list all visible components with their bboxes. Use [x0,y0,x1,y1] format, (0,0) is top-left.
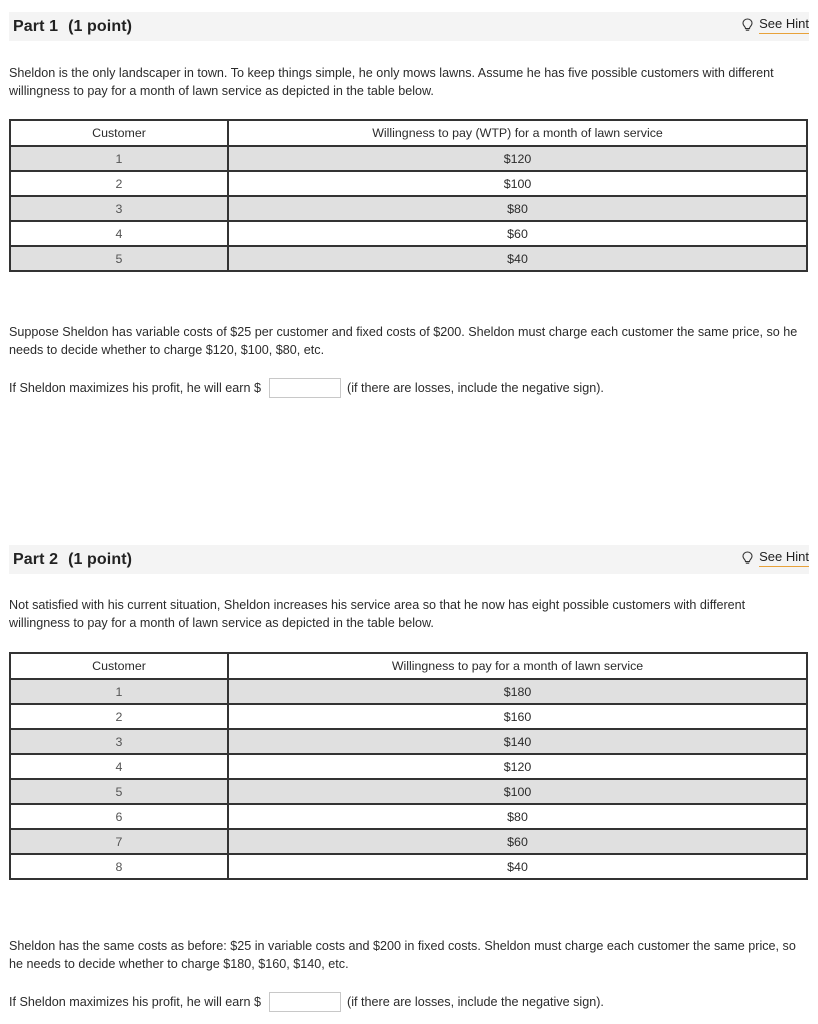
customer-cell: 2 [10,704,228,729]
customer-cell: 4 [10,221,228,246]
customer-column-header: Customer [10,653,228,679]
customer-cell: 4 [10,754,228,779]
wtp-cell: $80 [228,804,807,829]
part1-title: Part 1 (1 point) [13,18,133,35]
wtp-column-header: Willingness to pay (WTP) for a month of lawn service [228,120,807,146]
table-row [10,704,807,729]
customer-cell: 3 [10,196,228,221]
table-row [10,804,807,829]
wtp-cell: $60 [228,829,807,854]
question-prefix: If Sheldon maximizes his profit, he will earn $ [9,995,261,1009]
customer-cell: 2 [10,171,228,196]
table-row [10,146,807,171]
lightbulb-icon [742,18,753,32]
table-row [10,829,807,854]
table-row [10,779,807,804]
customer-cell: 1 [10,146,228,171]
table-row [10,196,807,221]
question-suffix: (if there are losses, include the negative sign). [347,381,604,395]
part2-question [9,990,809,1014]
wtp-cell: $40 [228,854,807,879]
table-row [10,679,807,704]
table-row [10,221,807,246]
wtp-column-header: Willingness to pay for a month of lawn service [228,653,807,679]
table-row [10,171,807,196]
part1-intro: Sheldon is the only landscaper in town. To keep things simple, he only mows lawns. Assume he has five possible customers with different willingness to pay for a month of lawn service as depicted in the table below. [9,66,774,98]
customer-cell: 6 [10,804,228,829]
table-row [10,729,807,754]
table-row [10,754,807,779]
customer-cell: 8 [10,854,228,879]
part1-wtp-table [9,119,808,272]
part1-see-hint-button[interactable]: See Hint [742,16,809,34]
part1-costs-text: Suppose Sheldon has variable costs of $25 per customer and fixed costs of $200. Sheldon must charge each customer the same price, so he needs to decide whether to charge $120, $100, $80, etc. [9,325,798,357]
wtp-cell: $160 [228,704,807,729]
wtp-cell: $180 [228,679,807,704]
table-header-row [10,653,807,679]
wtp-cell: $100 [228,171,807,196]
part2-profit-input[interactable] [269,992,341,1012]
table-row [10,854,807,879]
question-prefix: If Sheldon maximizes his profit, he will earn $ [9,381,261,395]
wtp-cell: $120 [228,754,807,779]
customer-cell: 5 [10,779,228,804]
wtp-cell: $120 [228,146,807,171]
table-row [10,246,807,271]
part2-wtp-table [9,652,808,880]
part2-title: Part 2 (1 point) [13,551,133,568]
wtp-cell: $80 [228,196,807,221]
part2-costs-text: Sheldon has the same costs as before: $25 in variable costs and $200 in fixed costs. Sheldon must charge each customer the same price, so he needs to decide whether to charge $180, $160, $140, etc. [9,939,796,971]
customer-cell: 1 [10,679,228,704]
wtp-cell: $100 [228,779,807,804]
part1-question [9,376,809,400]
lightbulb-icon [742,551,753,565]
part2-see-hint-button[interactable]: See Hint [742,549,809,567]
wtp-cell: $40 [228,246,807,271]
part2-header [9,545,809,574]
question-suffix: (if there are losses, include the negative sign). [347,995,604,1009]
part2-intro: Not satisfied with his current situation, Sheldon increases his service area so that he now has eight possible customers with different willingness to pay for a month of lawn service as depicted in the table below. [9,598,746,630]
customer-cell: 3 [10,729,228,754]
wtp-cell: $140 [228,729,807,754]
wtp-cell: $60 [228,221,807,246]
customer-column-header: Customer [10,120,228,146]
part1-profit-input[interactable] [269,378,341,398]
table-header-row [10,120,807,146]
customer-cell: 5 [10,246,228,271]
customer-cell: 7 [10,829,228,854]
part1-header [9,12,809,41]
